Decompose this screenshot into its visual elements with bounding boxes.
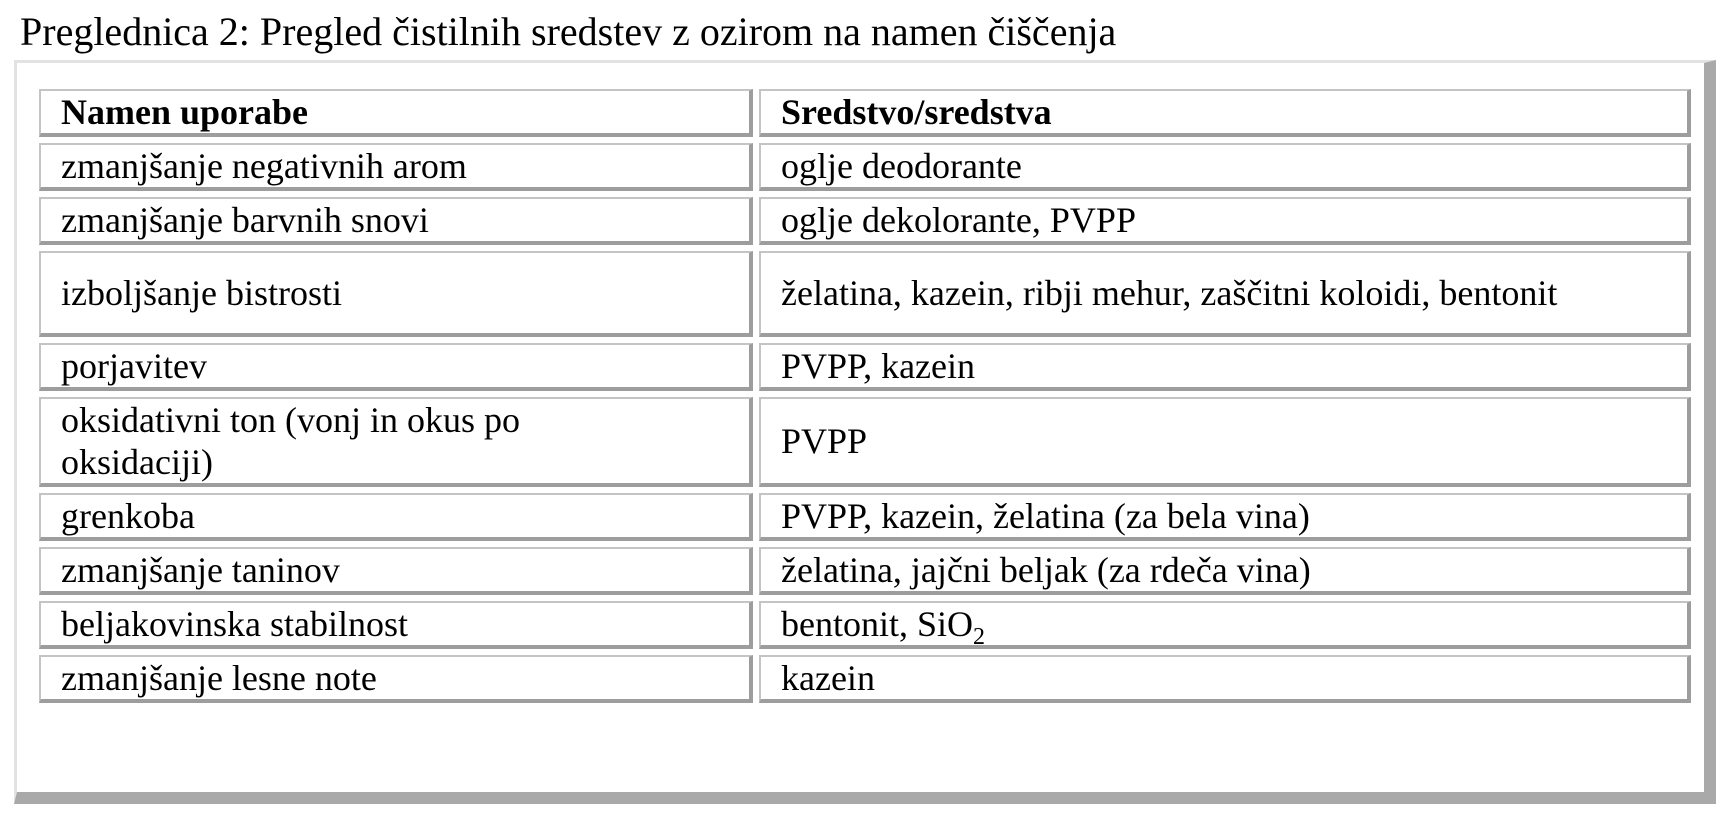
table-row — [39, 397, 1691, 487]
table-header-row — [39, 89, 1691, 137]
table-row — [39, 655, 1691, 703]
agents-text: bentonit, SiO — [781, 604, 974, 644]
agents-cell: oglje deodorante — [759, 143, 1691, 191]
table-frame — [14, 60, 1716, 804]
agents-cell: PVPP, kazein, želatina (za bela vina) — [759, 493, 1691, 541]
column-header-agents: Sredstvo/sredstva — [759, 89, 1691, 137]
subscript: 2 — [973, 624, 986, 650]
purpose-cell: grenkoba — [39, 493, 753, 541]
purpose-cell: zmanjšanje taninov — [39, 547, 753, 595]
table-row — [39, 251, 1691, 337]
agents-cell: PVPP — [759, 397, 1691, 487]
table-caption: Preglednica 2: Pregled čistilnih sredstev z ozirom na namen čiščenja — [20, 9, 1117, 54]
table-row — [39, 601, 1691, 649]
purpose-cell: zmanjšanje barvnih snovi — [39, 197, 753, 245]
table-row — [39, 547, 1691, 595]
table-row — [39, 343, 1691, 391]
purpose-cell: zmanjšanje negativnih arom — [39, 143, 753, 191]
agents-cell: želatina, jajčni beljak (za rdeča vina) — [759, 547, 1691, 595]
column-header-purpose: Namen uporabe — [39, 89, 753, 137]
agents-cell: oglje dekolorante, PVPP — [759, 197, 1691, 245]
table-row — [39, 143, 1691, 191]
agents-cell: kazein — [759, 655, 1691, 703]
purpose-cell: beljakovinska stabilnost — [39, 601, 753, 649]
agents-cell: PVPP, kazein — [759, 343, 1691, 391]
purpose-cell: zmanjšanje lesne note — [39, 655, 753, 703]
cleaning-agents-table — [33, 83, 1697, 709]
agents-cell: želatina, kazein, ribji mehur, zaščitni koloidi, bentonit — [759, 251, 1691, 337]
table-row — [39, 197, 1691, 245]
purpose-cell: oksidativni ton (vonj in okus po oksidaciji) — [39, 397, 753, 487]
table-row — [39, 493, 1691, 541]
purpose-cell: izboljšanje bistrosti — [39, 251, 753, 337]
purpose-cell: porjavitev — [39, 343, 753, 391]
agents-cell — [759, 601, 1691, 649]
